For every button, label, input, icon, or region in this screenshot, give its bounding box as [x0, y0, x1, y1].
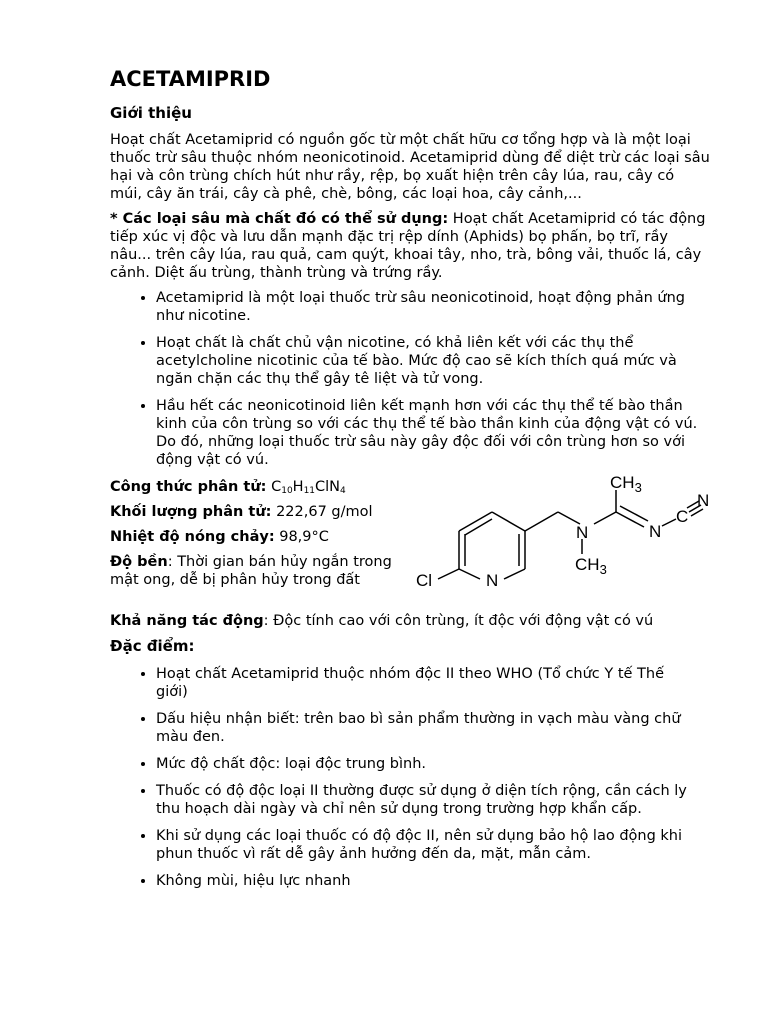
molecular-formula: $C_{10}H_{11}ClN_4$ — [271, 479, 346, 496]
features-list — [110, 665, 710, 890]
list-item: • Hầu hết các neonicotinoid liên kết mạnh hơn với các thụ thể tế bào thần kinh của côn trùng so với các thụ thể tế bào thần kinh của động vật có vú. Do đó, những loại thuốc trừ sâu này gây độc đối với côn trùng hơn so với động vật có vú. — [156, 397, 710, 469]
methyl-bottom-label: $CH_3$ — [575, 555, 607, 577]
stability-label: Độ bền — [110, 554, 168, 570]
pests-text: Hoạt chất Acetamiprid có tác động tiếp xúc vị độc và lưu dẫn mạnh đặc trị rệp dính (Aphids) bọ phấn, bọ trĩ, rầy nâu... trên cây lúa, rau quả, cam quýt, khoai tây, nho, trà, bông vải, thuốc lá, cây cảnh. Diệt ấu trùng, thành trùng và trứng rầy. — [110, 211, 706, 281]
stability-value: : Thời gian bán hủy ngắn trong mật ong, dễ bị phân hủy trong đất — [110, 554, 392, 588]
pests-label: * Các loại sâu mà chất đó có thể sử dụng: — [110, 211, 449, 227]
list-item: • Không mùi, hiệu lực nhanh — [156, 872, 710, 890]
chlorine-label: Cl — [416, 571, 433, 590]
melting-point-label: Nhiệt độ nóng chảy: — [110, 529, 275, 545]
methyl-top-label: $CH_3$ — [610, 473, 642, 495]
mechanism-list — [110, 289, 710, 469]
mass-value: 222,67 g/mol — [271, 504, 373, 520]
melting-point-line — [110, 528, 405, 546]
amine-nitrogen-label: N — [576, 523, 589, 542]
formula-label: Công thức phân tử: — [110, 479, 267, 495]
formula-line — [110, 478, 405, 496]
list-item: • Hoạt chất Acetamiprid thuộc nhóm độc II theo WHO (Tổ chức Y tế Thế giới) — [156, 665, 710, 701]
mass-label: Khối lượng phân tử: — [110, 504, 272, 520]
list-item: • Dấu hiệu nhận biết: trên bao bì sản phẩm thường in vạch màu vàng chữ màu đen. — [156, 710, 710, 746]
list-item: • Thuốc có độ độc loại II thường được sử dụng ở diện tích rộng, cần cách ly thu hoạch dài ngày và chỉ nên sử dụng trong trường hợp khẩn cấp. — [156, 782, 710, 818]
document-title: ACETAMIPRID — [110, 67, 271, 91]
intro-heading: Giới thiệu — [110, 104, 192, 122]
intro-paragraph: Hoạt chất Acetamiprid có nguồn gốc từ một chất hữu cơ tổng hợp và là một loại thuốc trừ sâu thuộc nhóm neonicotinoid. Acetamiprid dùng để diệt trừ các loại sâu hại và côn trùng chích hút như rầy, rệp, bọ xuất hiện trên cây lúa, rau, cây có múi, cây ăn trái, cây cà phê, chè, bông, các loại hoa, cây cảnh,... — [110, 132, 710, 202]
pests-paragraph — [110, 210, 710, 282]
list-item: • Mức độ chất độc: loại độc trung bình. — [156, 755, 710, 773]
stability-line — [110, 553, 405, 589]
ring-nitrogen-label: N — [486, 571, 499, 590]
list-item: • Acetamiprid là một loại thuốc trừ sâu neonicotinoid, hoạt động phản ứng như nicotine. — [156, 289, 710, 325]
nitrile-carbon-label: C — [676, 507, 689, 526]
list-item: • Khi sử dụng các loại thuốc có độ độc II, nên sử dụng bảo hộ lao động khi phun thuốc vì rất dễ gây ảnh hưởng đến da, mặt, mẫn cảm. — [156, 827, 710, 863]
document-page — [110, 66, 710, 899]
chemical-structure-diagram — [412, 472, 712, 602]
melting-point-value: 98,9°C — [274, 529, 329, 545]
nitrile-nitrogen-label: N — [697, 491, 710, 510]
features-heading: Đặc điểm: — [110, 637, 195, 655]
mass-line — [110, 503, 405, 521]
list-item: • Hoạt chất là chất chủ vận nicotine, có khả liên kết với các thụ thể acetylcholine nicotinic của tế bào. Mức độ cao sẽ kích thích quá mức và ngăn chặn các thụ thể gây tê liệt và tử vong. — [156, 334, 710, 388]
effect-line — [110, 612, 710, 630]
properties-block — [110, 473, 710, 612]
effect-text: : Độc tính cao với côn trùng, ít độc với động vật có vú — [263, 613, 654, 629]
effect-label: Khả năng tác động — [110, 613, 264, 629]
imine-nitrogen-label: N — [649, 522, 662, 541]
